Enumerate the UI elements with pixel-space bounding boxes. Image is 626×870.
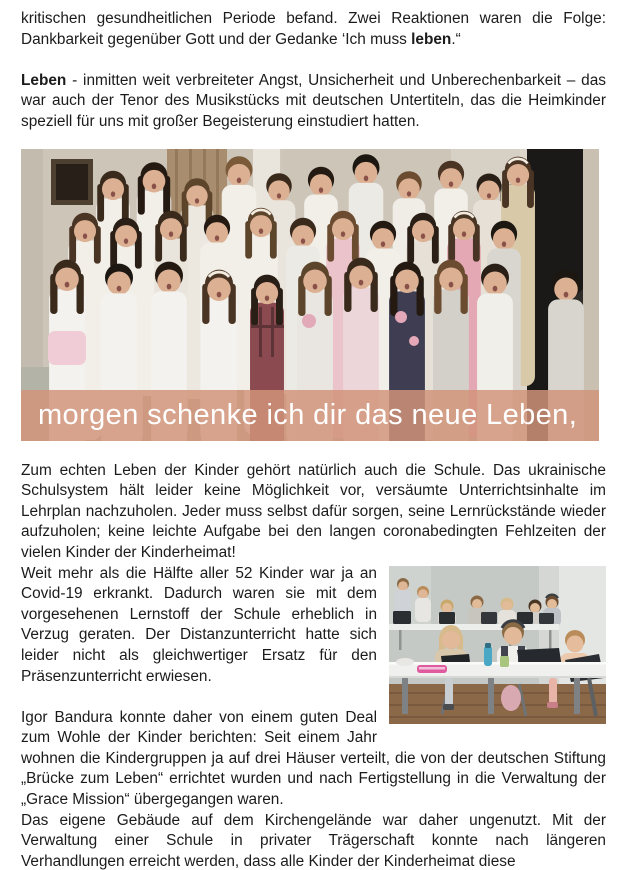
photo-caption-overlay: morgen schenke ich dir das neue Leben, [21,390,599,441]
classroom-photo-illustration [389,566,606,724]
paragraph-igor-bandura: Igor Bandura konnte daher von einem guten Deal zum Wohle der Kinder berichten: Seit einem Jahr wohnen die Kindergruppen ja auf drei Häuser verteilt, die von der deutschen Stiftung „Brücke zum Leben“ errichtet wurden und nach Fertigstellung in die Verwaltung der „Grace Mission“ übergegangen waren. [21,708,606,809]
paragraph-covid: Weit mehr als die Hälfte aller 52 Kinder war ja an Covid-19 erkrankt. Dadurch waren sie mit dem vorgesehenen Lernstoff der Schule erheblich in Verzug geraten. Der Distanzunterricht hatte sich leider nicht als gleichwertiger Ersatz für den Präsenzunterricht erwiesen. [21,564,377,685]
paragraph-leben-text: - inmitten weit verbreiteter Angst, Unsicherheit und Unberechenbarkeit – das war auch der Tenor des Musikstücks mit deutschen Untertiteln, das die Heimkinder speziell für uns mit großer Begeisterung einstudiert hatten. [21,71,606,130]
bold-word-leben-start: Leben [21,71,67,89]
classroom-photo [389,566,606,724]
paragraph-intro [21,9,606,50]
paragraph-gebaeude: Das eigene Gebäude auf dem Kirchengelände war daher ungenutzt. Mit der Verwaltung einer Schule in privater Trägerschaft konnte nach längeren Verhandlungen erreicht werden, dass alle Kinder der Kinderheimat diese [21,811,606,870]
paragraph-intro-end: .“ [451,30,461,48]
paragraph-schule: Zum echten Leben der Kinder gehört natürlich auch die Schule. Das ukrainische Schulsystem hält leider keine Möglichkeit vor, versäumte Unterrichtsinhalte im Lehrplan nachzuholen. Jeder muss selbst dafür sorgen, seine Lernrückstände wieder aufzuholen; keine leichte Aufgabe bei den langen coronabedingten Fehlzeiten der vielen Kinder der Kinderheimat! [21,461,606,561]
paragraph-leben [21,71,606,133]
text-flow-section [21,461,606,870]
bold-word-leben: leben [411,30,452,48]
paragraph-intro-text: kritischen gesundheitlichen Periode befand. Zwei Reaktionen waren die Folge: Dankbarkeit gegenüber Gott und der Gedanke ‘Ich muss [21,10,606,48]
choir-photo [21,149,599,441]
